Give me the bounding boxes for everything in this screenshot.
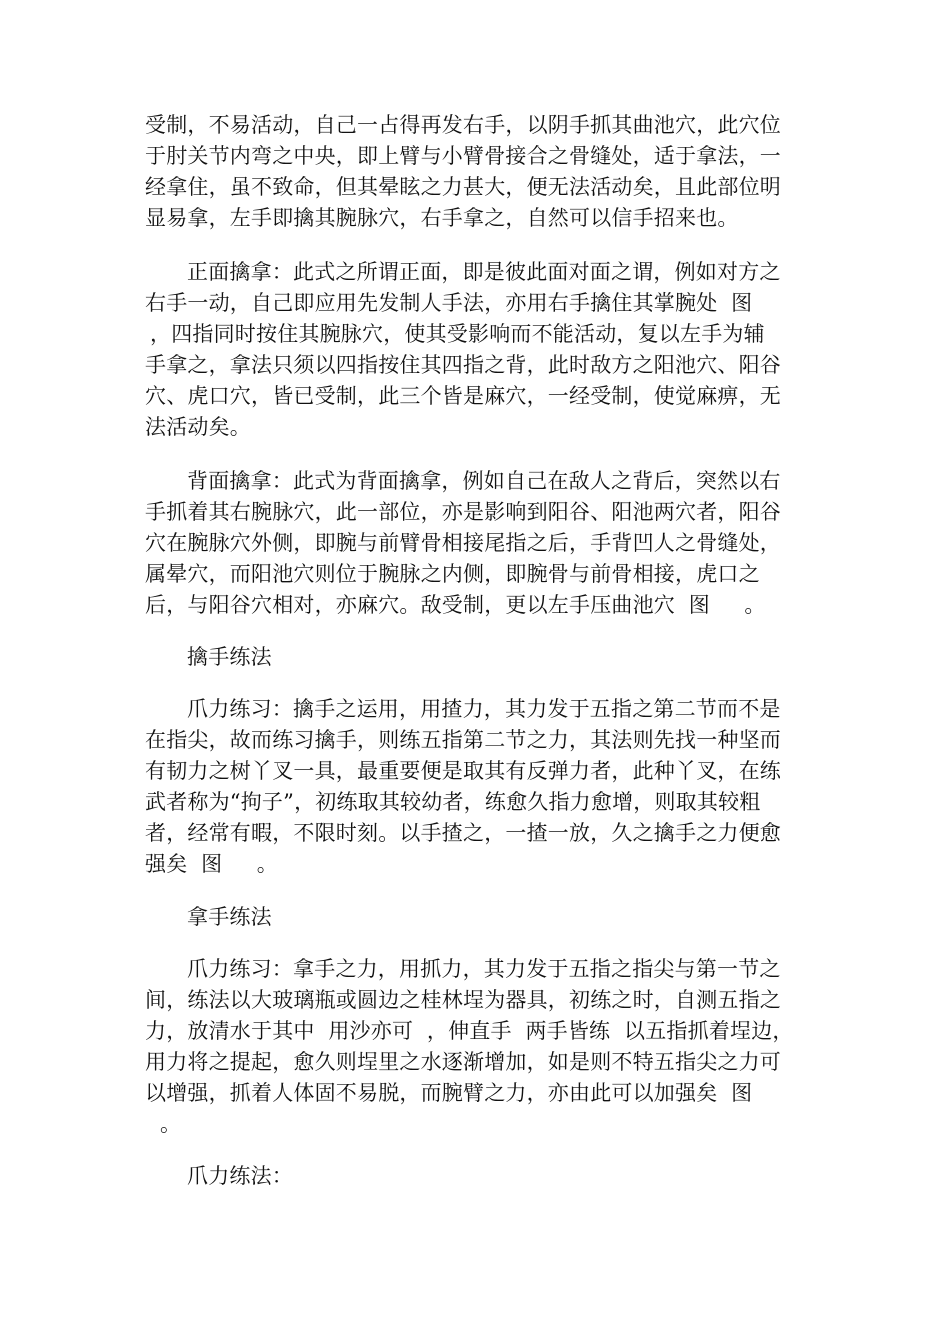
text-line: ，四指同时按住其腕脉穴，使其受影响而不能活动，复以左手为辅 bbox=[150, 322, 765, 346]
text-line: 背面擒拿：此式为背面擒拿，例如自己在敌人之背后，突然以右 bbox=[187, 469, 781, 493]
text-line: 爪力练习：拿手之力，用抓力，其力发于五指之指尖与第一节之 bbox=[187, 957, 781, 981]
text-line: 后，与阳谷穴相对，亦麻穴。敌受制，更以左手压曲池穴 图 。 bbox=[145, 593, 766, 617]
text-line: 于肘关节内弯之中央，即上臂与小臂骨接合之骨缝处，适于拿法，一 bbox=[145, 144, 781, 168]
text-line: 力，放清水于其中 用沙亦可 ，伸直手 两手皆练 以五指抓着埕边， bbox=[145, 1019, 794, 1043]
text-line: 显易拿，左手即擒其腕脉穴，右手拿之，自然可以信手招来也。 bbox=[145, 206, 739, 230]
text-line: 强矣 图 。 bbox=[145, 852, 278, 876]
text-line: 有韧力之树丫叉一具，最重要便是取其有反弹力者，此种丫叉，在练 bbox=[145, 759, 781, 783]
text-line: 右手一动，自己即应用先发制人手法，亦用右手擒住其掌腕处 图 bbox=[145, 291, 753, 315]
text-line: 正面擒拿：此式之所谓正面，即是彼此面对面之谓，例如对方之 bbox=[187, 260, 781, 284]
text-line: 手抓着其右腕脉穴，此一部位，亦是影响到阳谷、阳池两穴者，阳谷 bbox=[145, 500, 781, 524]
section-heading: 擒手练法 bbox=[187, 645, 272, 669]
text-line: 经拿住，虽不致命，但其晕眩之力甚大，便无法活动矣，且此部位明 bbox=[145, 175, 781, 199]
text-line: 爪力练习：擒手之运用，用揸力，其力发于五指之第二节而不是 bbox=[187, 697, 781, 721]
text-line: 法活动矣。 bbox=[145, 415, 251, 439]
text-line: 受制，不易活动，自己一占得再发右手，以阴手抓其曲池穴，此穴位 bbox=[145, 113, 781, 137]
text-line: 间，练法以大玻璃瓶或圆边之桂林埕为器具，初练之时，自测五指之 bbox=[145, 988, 781, 1012]
text-line: 在指尖，故而练习擒手，则练五指第二节之力，其法则先找一种坚而 bbox=[145, 728, 781, 752]
text-line: 以增强，抓着人体固不易脱，而腕臂之力，亦由此可以加强矣 图 bbox=[145, 1081, 753, 1105]
text-line: 属晕穴，而阳池穴则位于腕脉之内侧，即腕骨与前骨相接，虎口之 bbox=[145, 562, 760, 586]
text-line: 。 bbox=[160, 1112, 182, 1136]
text-line: 穴、虎口穴，皆已受制，此三个皆是麻穴，一经受制，使觉麻痹，无 bbox=[145, 384, 781, 408]
text-line: 者，经常有暇，不限时刻。以手揸之，一揸一放，久之擒手之力便愈 bbox=[145, 821, 781, 845]
text-line: 武者称为“拘子”，初练取其较幼者，练愈久指力愈增，则取其较粗 bbox=[145, 790, 761, 814]
text-line: 用力将之提起，愈久则埕里之水逐渐增加，如是则不特五指尖之力可 bbox=[145, 1050, 781, 1074]
section-heading: 拿手练法 bbox=[187, 905, 272, 929]
text-line: 手拿之，拿法只须以四指按住其四指之背，此时敌方之阳池穴、阳谷 bbox=[145, 353, 781, 377]
text-line: 穴在腕脉穴外侧，即腕与前臂骨相接尾指之后，手背凹人之骨缝处， bbox=[145, 531, 781, 555]
section-heading: 爪力练法： bbox=[187, 1164, 293, 1188]
